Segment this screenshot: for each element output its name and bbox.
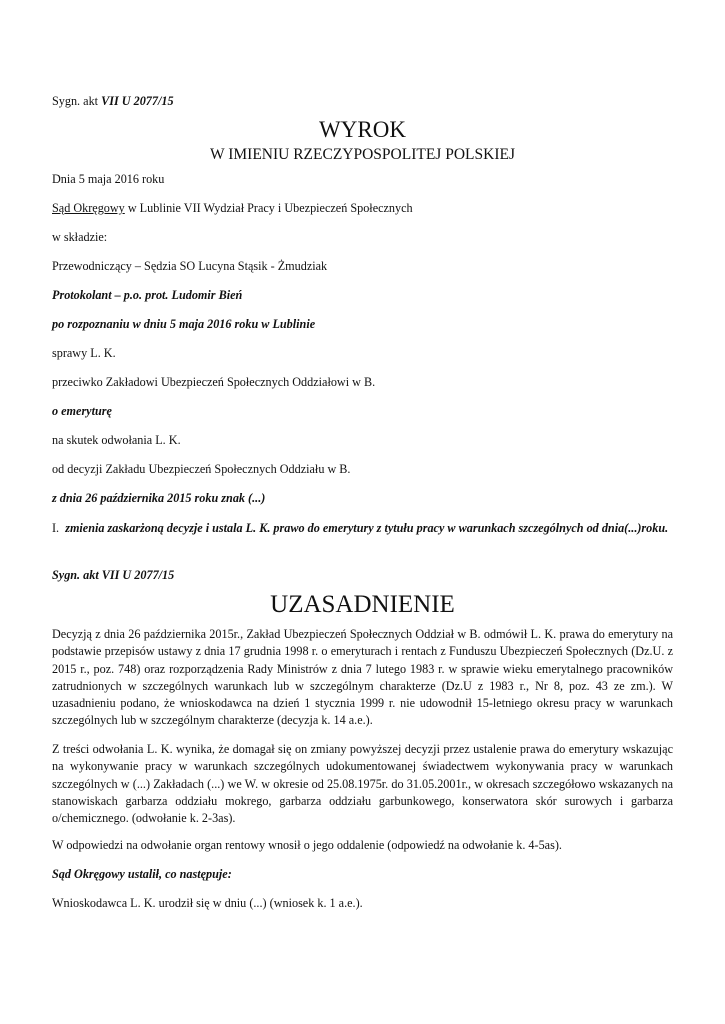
verdict-point-number: I. — [52, 521, 60, 535]
justification-title: UZASADNIENIE — [270, 591, 455, 618]
findings-heading: Sąd Okręgowy ustalił, co następuje: — [52, 867, 232, 881]
case-signature-value: VII U 2077/15 — [101, 94, 174, 108]
court-rest: w Lublinie VII Wydział Pracy i Ubezpieczeń Społecznych — [124, 201, 413, 215]
court-clerk: Protokolant – p.o. prot. Ludomir Bień — [52, 288, 243, 302]
justification-signature: Sygn. akt VII U 2077/15 — [52, 568, 175, 582]
appeal-info: na skutek odwołania L. K. — [52, 433, 181, 447]
justification-paragraph-4: Wnioskodawca L. K. urodził się w dniu (...) (wniosek k. 1 a.e.). — [52, 896, 363, 910]
case-party: sprawy L. K. — [52, 346, 116, 360]
verdict-subtitle: W IMIENIU RZECZYPOSPOLITEJ POLSKIEJ — [210, 146, 515, 163]
verdict-date: Dnia 5 maja 2016 roku — [52, 172, 165, 186]
composition-label: w składzie: — [52, 230, 108, 244]
verdict-point-text: zmienia zaskarżoną decyzje i ustala L. K. prawo do emerytury z tytułu pracy w warunkach szczególnych od dnia(...)roku. — [65, 521, 669, 535]
justification-paragraph-3: W odpowiedzi na odwołanie organ rentowy wnosił o jego oddalenie (odpowiedź na odwołanie k. 4-5as). — [52, 838, 562, 852]
justification-paragraph-2: Z treści odwołania L. K. wynika, że domagał się on zmiany powyższej decyzji przez ustalenie prawa do emerytury wskazując na wykonywanie pracy w warunkach szczególnych udokumentowanej świadectwem wykonywania pracy w warunkach szczególnych w (...) Zakładach (...) we W. w okresie od 25.08.1975r. do 31.05.2001r., w okresach szczegółowo wskazanych na stanowiskach garbarza oddziału mokrego, garbarza oddziału garbunkowego, konserwatora skór surowych i garbarza o/chemicznego. (odwołanie k. 2-3as). — [52, 742, 673, 826]
document-page — [52, 0, 673, 1024]
case-signature-prefix: Sygn. akt — [52, 94, 102, 108]
verdict-title: WYROK — [319, 117, 406, 142]
verdict-point — [52, 520, 673, 537]
case-subject: o emeryturę — [52, 404, 112, 418]
hearing-info: po rozpoznaniu w dniu 5 maja 2016 roku w Lublinie — [52, 317, 316, 331]
case-opponent: przeciwko Zakładowi Ubezpieczeń Społecznych Oddziałowi w B. — [52, 375, 376, 389]
justification-paragraph-1: Decyzją z dnia 26 października 2015r., Zakład Ubezpieczeń Społecznych Oddział w B. odmówił L. K. prawa do emerytury na podstawie przepisów ustawy z dnia 17 grudnia 1998 r. o emeryturach i rentach z Funduszu Ubezpieczeń Społecznych (Dz.U. z 2015 r., poz. 748) oraz rozporządzenia Rady Ministrów z dnia 7 lutego 1983 r. w sprawie wieku emerytalnego pracowników zatrudnionych w szczególnych warunkach lub w szczególnym charakterze (Dz.U z 1983 r., Nr 8, poz. 43 ze zm.). W uzasadnieniu podano, że wnioskodawca na dzień 1 stycznia 1999 r. nie udowodnił 15-letniego okresu pracy w warunkach szczególnych lub w szczególnym charakterze (decyzja k. 14 a.e.). — [52, 627, 673, 728]
decision-source: od decyzji Zakładu Ubezpieczeń Społecznych Oddziału w B. — [52, 462, 351, 476]
decision-date: z dnia 26 października 2015 roku znak (...) — [52, 491, 266, 505]
court-line — [52, 201, 413, 216]
court-name-link[interactable]: Sąd Okręgowy — [52, 201, 125, 215]
presiding-judge: Przewodniczący – Sędzia SO Lucyna Stąsik - Żmudziak — [52, 259, 328, 273]
case-signature — [52, 94, 174, 109]
